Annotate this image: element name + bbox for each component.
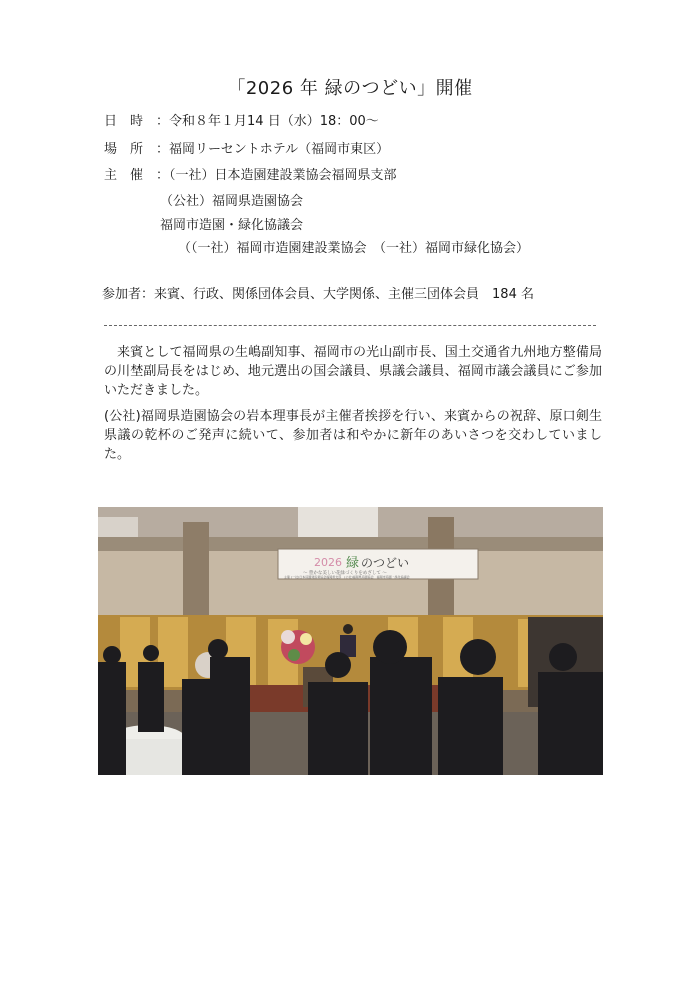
divider-line (104, 325, 596, 326)
venue-row: 場 所 ：福岡リーセントホテル（福岡市東区） (104, 142, 390, 157)
event-photo (98, 507, 603, 775)
venue-label: 場 所 (104, 142, 144, 157)
banner-subtitle: 〜 豊かな美しい花緑づくりをめざして 〜 (303, 571, 387, 576)
attendees-value: 来賓、行政、関係団体会員、大学関係、主催三団体会員 184 名 (154, 287, 534, 302)
date-label: 日 時 (104, 114, 144, 129)
banner-title-a: 緑 (346, 556, 360, 571)
venue-value: 福岡リーセントホテル（福岡市東区） (169, 142, 390, 157)
host-item: 福岡市造園・緑化協議会 (160, 218, 304, 233)
date-row: 日 時 ：令和８年１月14 日（水）18：00〜 (104, 114, 379, 129)
host-item: （公社）福岡県造園協会 (160, 194, 304, 209)
paragraph: 来賓として福岡県の生嶋副知事、福岡市の光山副市長、国土交通省九州地方整備局の川埜副局長をはじめ、地元選出の国会議員、県議会議員、福岡市議会議員にご参加いただきました。 (104, 345, 602, 398)
banner-title-b: のつどい (361, 556, 410, 570)
banner-footer: 主催 (一社)日本造園建設業協会福岡県支部 (公社)福岡県造園協会 福岡市造園・緑化協議会 (284, 575, 410, 579)
attendees-label: 参加者 (102, 287, 142, 302)
host-item: （（一社）福岡市造園建設業協会 （一社）福岡市緑化協会） (178, 241, 530, 256)
host-item: （一社）日本造園建設業協会福岡県支部 (169, 168, 397, 183)
host-row: 主 催 ：（一社）日本造園建設業協会福岡県支部 (104, 168, 397, 183)
attendees-row: 参加者：来賓、行政、関係団体会員、大学関係、主催三団体会員 184 名 (102, 287, 534, 302)
paragraph: (公社)福岡県造園協会の岩本理事長が主催者挨拶を行い、来賓からの祝辞、原口剣生県議の乾杯のご発声に続いて、参加者は和やかに新年のあいさつを交わしていました。 (104, 409, 602, 462)
banner-year: 2026 (314, 556, 342, 569)
document-title: 「2026 年 緑のつどい」開催 (227, 78, 473, 99)
date-value: 令和８年１月14 日（水）18：00〜 (169, 114, 379, 129)
host-label: 主 催 (104, 168, 144, 183)
